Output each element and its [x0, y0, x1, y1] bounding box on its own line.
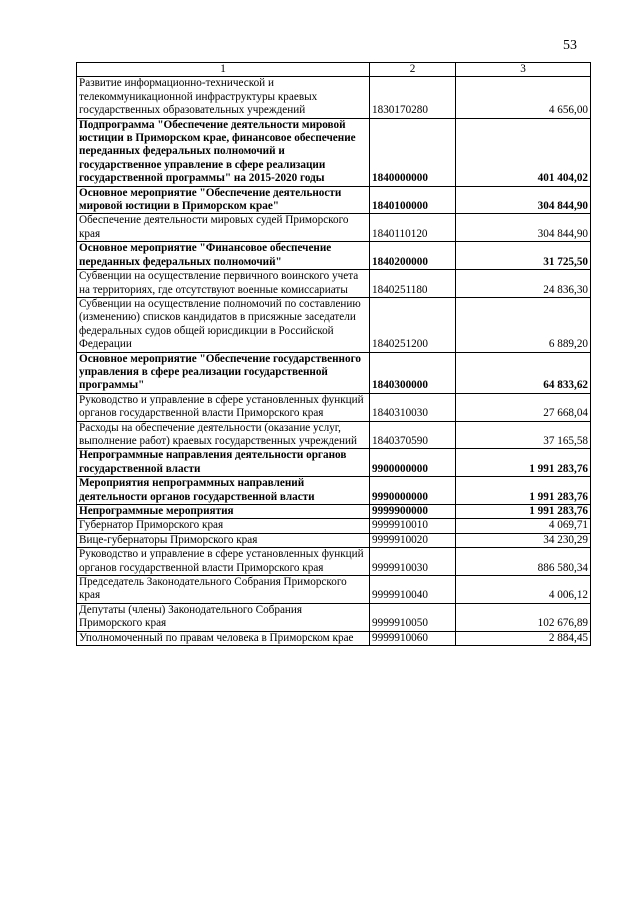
row-code: 1840110120	[370, 214, 456, 242]
table-row	[77, 631, 591, 645]
row-name: Обеспечение деятельности мировых судей Приморского края	[77, 214, 370, 242]
header-col-1: 1	[77, 63, 370, 77]
row-amount: 1 991 283,76	[456, 449, 591, 477]
table-row	[77, 186, 591, 214]
row-name: Развитие информационно-технической и телекоммуникационной инфраструктуры краевых государственных образовательных учреждений	[77, 77, 370, 118]
row-code: 9999910020	[370, 533, 456, 547]
row-name: Руководство и управление в сфере установленных функций органов государственной власти Приморского края	[77, 548, 370, 576]
table-row	[77, 505, 591, 519]
row-code: 9999910010	[370, 519, 456, 533]
row-name: Мероприятия непрограммных направлений деятельности органов государственной власти	[77, 477, 370, 505]
table-row	[77, 118, 591, 186]
header-col-2: 2	[370, 63, 456, 77]
table-row	[77, 477, 591, 505]
table-row	[77, 519, 591, 533]
table-row	[77, 77, 591, 118]
row-code: 9999910030	[370, 548, 456, 576]
row-amount: 886 580,34	[456, 548, 591, 576]
header-col-3: 3	[456, 63, 591, 77]
row-code: 9999910040	[370, 576, 456, 604]
table-header	[77, 63, 591, 77]
row-name: Непрограммные мероприятия	[77, 505, 370, 519]
row-code: 1840300000	[370, 352, 456, 393]
row-name: Непрограммные направления деятельности органов государственной власти	[77, 449, 370, 477]
table-body	[77, 77, 591, 646]
row-code: 1840100000	[370, 186, 456, 214]
row-name: Депутаты (члены) Законодательного Собрания Приморского края	[77, 603, 370, 631]
row-name: Субвенции на осуществление полномочий по составлению (изменению) списков кандидатов в присяжные заседатели федеральных судов общей юрисдикции в Российской Федерации	[77, 297, 370, 352]
row-name: Основное мероприятие "Обеспечение государственного управления в сфере реализации государственной программы"	[77, 352, 370, 393]
row-amount: 34 230,29	[456, 533, 591, 547]
table-row	[77, 393, 591, 421]
table-row	[77, 548, 591, 576]
row-name: Руководство и управление в сфере установленных функций органов государственной власти Приморского края	[77, 393, 370, 421]
row-code: 9990000000	[370, 477, 456, 505]
row-amount: 27 668,04	[456, 393, 591, 421]
row-amount: 4 656,00	[456, 77, 591, 118]
table-row	[77, 533, 591, 547]
row-code: 9900000000	[370, 449, 456, 477]
row-amount: 64 833,62	[456, 352, 591, 393]
row-amount: 4 006,12	[456, 576, 591, 604]
budget-table	[76, 62, 591, 646]
row-amount: 2 884,45	[456, 631, 591, 645]
table-row	[77, 603, 591, 631]
page-number: 53	[563, 38, 577, 53]
row-name: Подпрограмма "Обеспечение деятельности мировой юстиции в Приморском крае, финансовое обеспечение переданных федеральных полномочий и государственное управление в сфере реализации государственной программы" на 2015-2020 годы	[77, 118, 370, 186]
row-code: 1840370590	[370, 421, 456, 449]
row-amount: 304 844,90	[456, 214, 591, 242]
row-name: Председатель Законодательного Собрания Приморского края	[77, 576, 370, 604]
row-code: 1840251200	[370, 297, 456, 352]
table-row	[77, 214, 591, 242]
row-name: Вице-губернаторы Приморского края	[77, 533, 370, 547]
row-amount: 31 725,50	[456, 242, 591, 270]
row-name: Субвенции на осуществление первичного воинского учета на территориях, где отсутствуют военные комиссариаты	[77, 270, 370, 298]
row-name: Основное мероприятие "Обеспечение деятельности мировой юстиции в Приморском крае"	[77, 186, 370, 214]
row-code: 9999900000	[370, 505, 456, 519]
row-amount: 401 404,02	[456, 118, 591, 186]
row-amount: 24 836,30	[456, 270, 591, 298]
row-code: 1840251180	[370, 270, 456, 298]
table-row	[77, 297, 591, 352]
row-code: 1840310030	[370, 393, 456, 421]
table-row	[77, 421, 591, 449]
table-row	[77, 449, 591, 477]
table-row	[77, 270, 591, 298]
table-row	[77, 576, 591, 604]
row-amount: 1 991 283,76	[456, 477, 591, 505]
row-name: Основное мероприятие "Финансовое обеспечение переданных федеральных полномочий"	[77, 242, 370, 270]
row-code: 1840000000	[370, 118, 456, 186]
table-row	[77, 352, 591, 393]
row-amount: 4 069,71	[456, 519, 591, 533]
row-code: 9999910050	[370, 603, 456, 631]
row-amount: 37 165,58	[456, 421, 591, 449]
header-row	[77, 63, 591, 77]
row-name: Губернатор Приморского края	[77, 519, 370, 533]
row-amount: 102 676,89	[456, 603, 591, 631]
row-amount: 304 844,90	[456, 186, 591, 214]
row-name: Уполномоченный по правам человека в Приморском крае	[77, 631, 370, 645]
row-name: Расходы на обеспечение деятельности (оказание услуг, выполнение работ) краевых государственных учреждений	[77, 421, 370, 449]
row-code: 9999910060	[370, 631, 456, 645]
row-amount: 1 991 283,76	[456, 505, 591, 519]
table-row	[77, 242, 591, 270]
row-code: 1830170280	[370, 77, 456, 118]
row-code: 1840200000	[370, 242, 456, 270]
row-amount: 6 889,20	[456, 297, 591, 352]
